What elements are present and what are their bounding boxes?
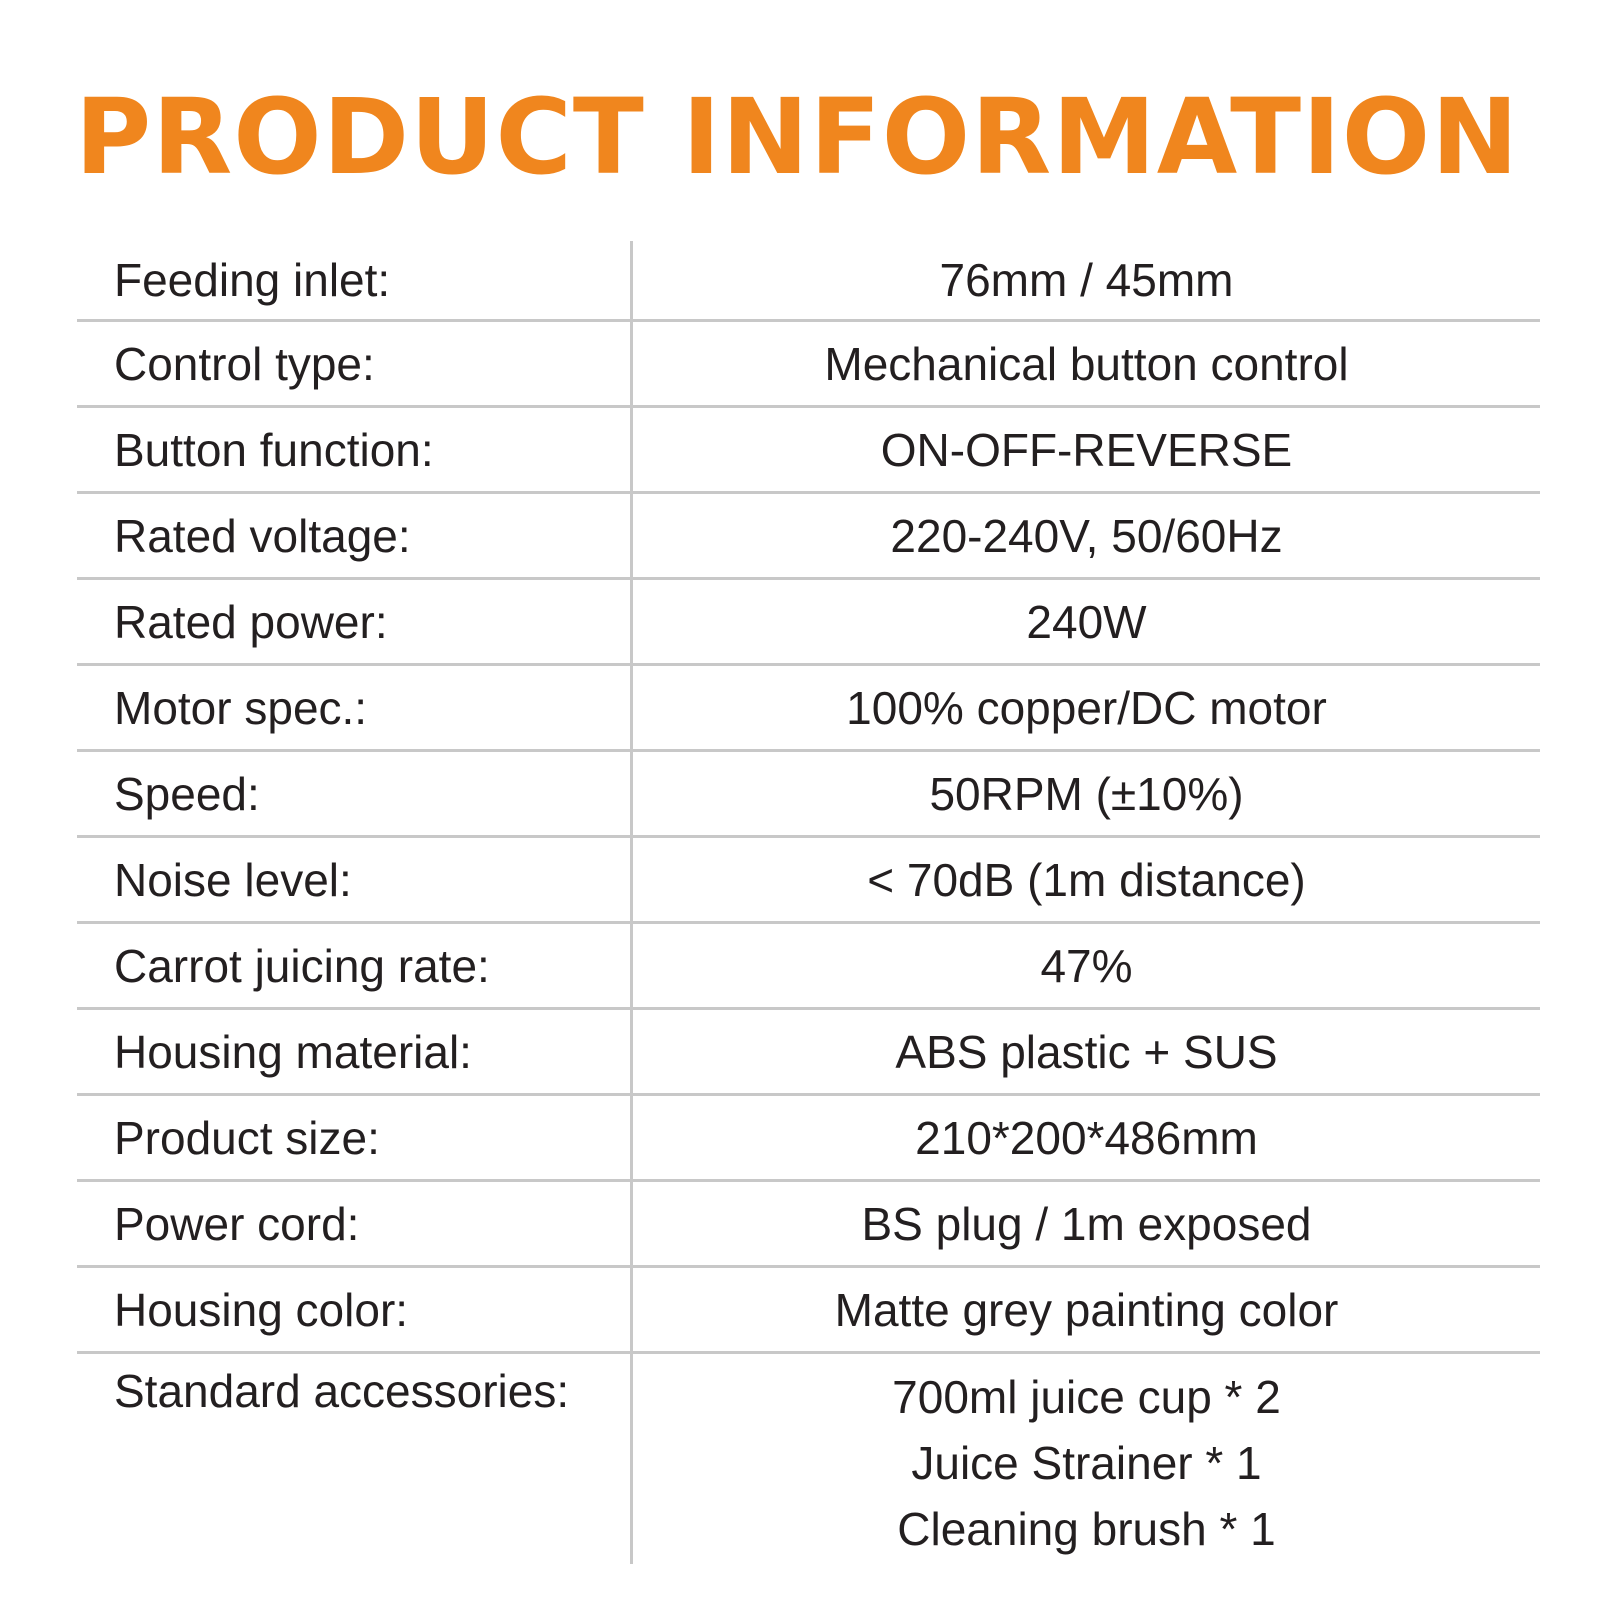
spec-label: Housing material: (77, 1010, 633, 1093)
spec-row-motor-spec (77, 666, 1540, 752)
spec-value: 76mm / 45mm (939, 254, 1234, 306)
spec-label: Control type: (77, 322, 633, 405)
spec-row-standard-accessories (77, 1354, 1540, 1564)
spec-row-noise-level (77, 838, 1540, 924)
spec-label: Motor spec.: (77, 666, 633, 749)
spec-value: 210*200*486mm (915, 1111, 1258, 1164)
spec-value: ABS plastic + SUS (895, 1025, 1278, 1078)
spec-value: 220-240V, 50/60Hz (890, 509, 1283, 562)
spec-value: 240W (1026, 595, 1147, 648)
spec-label: Button function: (77, 408, 633, 491)
page-title: PRODUCT INFORMATION (75, 76, 1520, 198)
spec-row-housing-color (77, 1268, 1540, 1354)
spec-label: Feeding inlet: (77, 241, 633, 319)
spec-label: Noise level: (77, 838, 633, 921)
spec-value: 47% (1040, 939, 1133, 992)
accessory-item: Juice Strainer * 1 (911, 1437, 1262, 1489)
spec-row-power-cord (77, 1182, 1540, 1268)
spec-value: Matte grey painting color (834, 1283, 1339, 1336)
spec-row-control-type (77, 322, 1540, 408)
spec-label: Rated voltage: (77, 494, 633, 577)
spec-value: < 70dB (1m distance) (867, 853, 1306, 906)
spec-label: Power cord: (77, 1182, 633, 1265)
spec-row-rated-power (77, 580, 1540, 666)
spec-label: Product size: (77, 1096, 633, 1179)
spec-row-speed (77, 752, 1540, 838)
spec-value: 50RPM (±10%) (929, 767, 1244, 820)
spec-value: ON-OFF-REVERSE (880, 423, 1293, 476)
spec-label: Standard accessories: (77, 1354, 633, 1564)
spec-label: Rated power: (77, 580, 633, 663)
spec-row-button-function (77, 408, 1540, 494)
spec-label: Housing color: (77, 1268, 633, 1351)
accessory-item: Cleaning brush * 1 (897, 1503, 1276, 1555)
accessories-list (633, 1354, 1540, 1564)
spec-value: BS plug / 1m exposed (861, 1197, 1312, 1250)
spec-label: Carrot juicing rate: (77, 924, 633, 1007)
spec-row-feeding-inlet (77, 241, 1540, 322)
spec-row-housing-material (77, 1010, 1540, 1096)
spec-value: 100% copper/DC motor (846, 681, 1327, 734)
spec-row-carrot-juicing-rate (77, 924, 1540, 1010)
spec-label: Speed: (77, 752, 633, 835)
spec-table (77, 241, 1540, 1564)
spec-row-rated-voltage (77, 494, 1540, 580)
spec-value: Mechanical button control (824, 337, 1349, 390)
accessory-item: 700ml juice cup * 2 (892, 1371, 1281, 1423)
spec-row-product-size (77, 1096, 1540, 1182)
